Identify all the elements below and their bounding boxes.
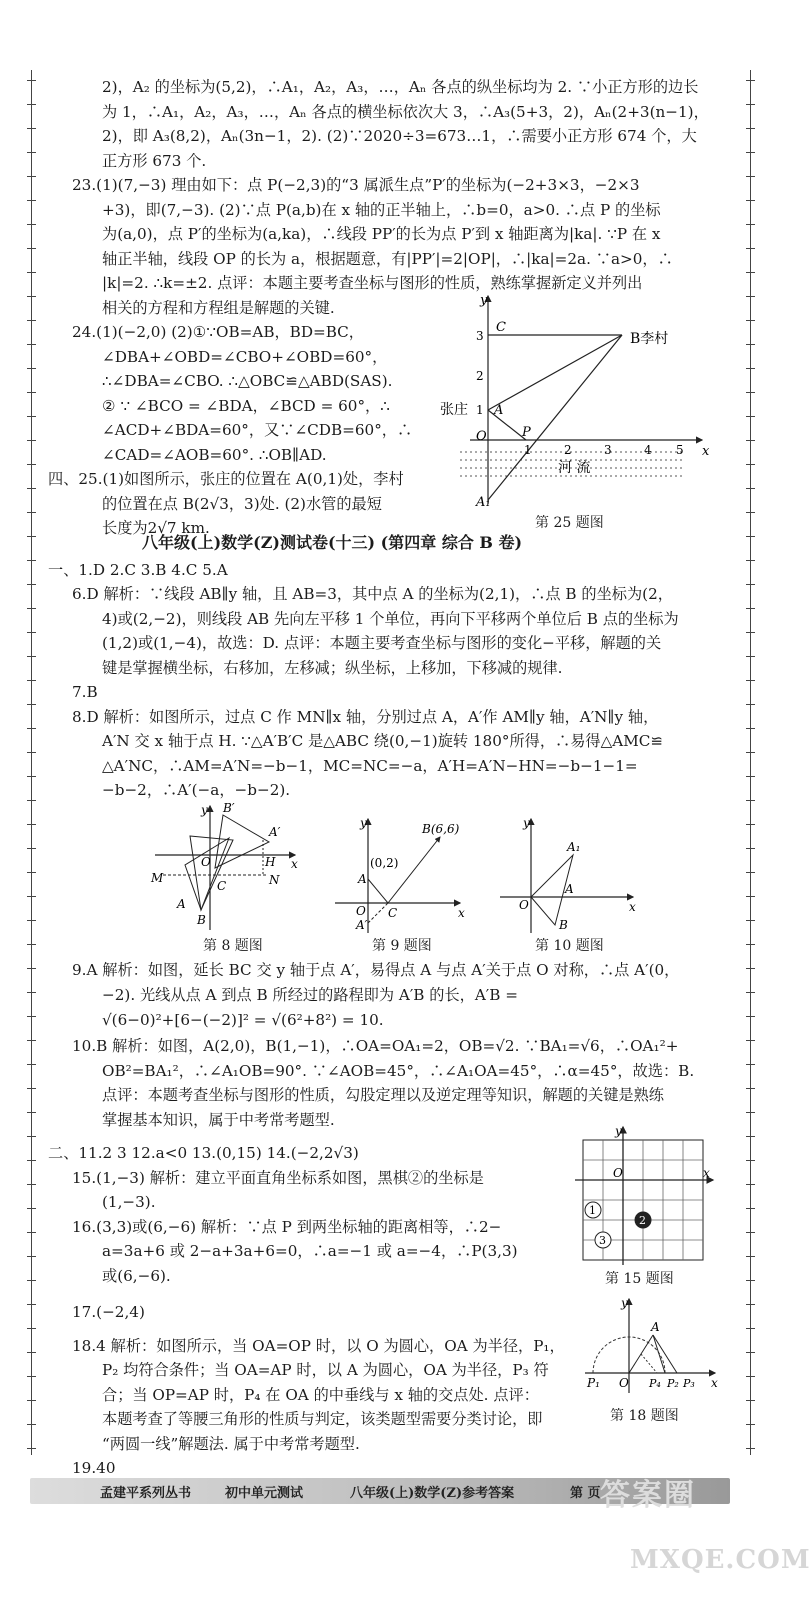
binding-tick [746,200,755,201]
binding-tick [746,1352,755,1353]
fig18-p1: P₁ [587,1376,600,1390]
binding-tick [27,800,36,801]
text-line: ② ∵ ∠BCO = ∠BDA，∠BCD = 60°，∴ [102,397,390,415]
binding-tick [746,152,755,153]
watermark-logo: 答案圈 [600,1478,696,1513]
binding-tick [27,824,36,825]
binding-tick [27,1040,36,1041]
text-line: 掌握基本知识，属于中考常考题型. [102,1111,335,1129]
binding-tick [746,344,755,345]
fig25-x: x [702,444,710,459]
text-line: ∠ACD+∠BDA=60°，又∵∠CDB=60°，∴ [102,421,413,439]
text-line: P₂ 均符合条件；当 OA=AP 时，以 A 为圆心，OA 为半径，P₃ 符 [102,1361,549,1379]
binding-tick [746,1088,755,1089]
binding-tick [746,1280,755,1281]
binding-tick [27,728,36,729]
fig8-n: N [269,873,280,887]
text-line: 19.40 [72,1459,116,1477]
fig10-o: O [519,898,529,912]
binding-tick [27,392,36,393]
text-line: 轴正半轴，线段 OP 的长为 a，根据题意，有|PP′|=2|OP|，∴|ka|=2a. ∵a>0，∴ [102,250,673,268]
text-line: 的位置在点 B(2√3，3)处. (2)水管的最短 [102,495,382,513]
text-line: 或(6,−6). [102,1267,171,1285]
fig18-o: O [619,1376,629,1390]
binding-tick [27,80,36,81]
fig10-x: x [629,900,636,914]
fig25-t3: 3 [604,443,612,457]
fig10-y: y [523,816,530,830]
fig25-y: y [480,293,488,308]
fig25-a: A [494,403,504,418]
text-line: 17.(−2,4) [72,1303,145,1321]
binding-tick [27,248,36,249]
binding-tick [746,224,755,225]
fig15-s2: 2 [639,1214,646,1227]
fig9-a2: A′ [356,918,368,932]
text-line: (1,2)或(1,−4)，故选：D. 点评：本题主要考查坐标与图形的变化−平移，解题的关 [102,634,662,652]
fig18-p2: P₂ [667,1377,679,1390]
fig15-x: x [703,1166,710,1180]
binding-tick [746,128,755,129]
binding-tick [746,704,755,705]
text-line: “两圆一线”解题法. 属于中考常考题型. [102,1435,360,1453]
binding-tick [746,944,755,945]
binding-tick [27,992,36,993]
binding-tick [27,320,36,321]
section-title: 八年级(上)数学(Z)测试卷(十三) (第四章 综合 B 卷) [142,533,523,552]
text-line: 23.(1)(7,−3) 理由如下：点 P(−2,3)的“3 属派生点”P′的坐标为(−2+3×3，−2×3 [72,176,640,194]
binding-tick [27,872,36,873]
binding-tick [27,1328,36,1329]
binding-tick [746,608,755,609]
binding-tick [27,1112,36,1113]
fig9-pt: (0,2) [370,856,399,870]
fig8-m: M [151,871,164,885]
binding-tick [746,464,755,465]
text-line: 9.A 解析：如图，延长 BC 交 y 轴于点 A′，易得点 A 与点 A′关于点 O 对称，∴点 A′(0， [72,961,680,979]
text-line: 10.B 解析：如图，A(2,0)，B(1,−1)，∴OA=OA₁=2，OB=√2. ∵BA₁=√6，∴OA₁²+ [72,1037,679,1055]
fig9-a: A [358,872,367,886]
fig18-p3: P₃ [683,1377,695,1390]
fig25-t5: 5 [676,443,684,457]
fig10-caption: 第 10 题图 [535,938,604,954]
fig25-caption: 第 25 题图 [535,515,604,531]
fig15-s1: 1 [589,1204,596,1217]
text-line: 二、11.2 3 12.a<0 13.(0,15) 14.(−2,2√3) [48,1144,359,1162]
binding-tick [27,1184,36,1185]
binding-tick [27,1208,36,1209]
fig8-y: y [201,803,208,817]
fig25-y2: 2 [476,369,484,383]
fig25-river: 河 流 [558,460,591,476]
text-line: +3)，即(7,−3). (2)∵点 P(a,b)在 x 轴的正半轴上，∴b=0，a>0. ∴点 P 的坐标 [102,201,661,219]
text-line: 16.(3,3)或(6,−6) 解析：∵点 P 到两坐标轴的距离相等，∴2− [72,1218,502,1236]
binding-tick [27,944,36,945]
binding-tick [746,1256,755,1257]
text-line: 为(a,0)，点 P′的坐标为(a,ka)，∴线段 PP′的长为点 P′到 x 轴距离为|ka|. ∵P 在 x [102,225,661,243]
figure-18 [585,1295,720,1395]
watermark-url: MXQE.COM [630,1545,811,1575]
fig25-y3: 3 [476,329,484,343]
binding-tick [27,536,36,537]
fig8-a: A [177,897,186,911]
text-line: 8.D 解析：如图所示，过点 C 作 MN∥x 轴，分别过点 A，A′作 AM∥y 轴，A′N∥y 轴， [72,708,659,726]
binding-tick [746,1448,755,1449]
fig25-b: B李村 [630,331,669,347]
binding-tick [27,1160,36,1161]
binding-tick [746,968,755,969]
right-binding-line [750,70,751,1455]
fig25-t2: 2 [564,443,572,457]
binding-tick [27,656,36,657]
binding-tick [27,1352,36,1353]
fig10-b: B [559,918,568,932]
binding-tick [27,608,36,609]
binding-tick [746,848,755,849]
binding-tick [746,488,755,489]
binding-tick [746,1208,755,1209]
text-line: 2)，A₂ 的坐标为(5,2)，∴A₁，A₂，A₃，…，Aₙ 各点的纵坐标均为 2. ∵小正方形的边长 [102,78,699,96]
binding-tick [746,296,755,297]
binding-tick [746,1160,755,1161]
figure-25 [440,290,710,510]
binding-tick [746,1232,755,1233]
left-binding-line [31,70,32,1455]
fig9-x: x [458,906,465,920]
text-line: 2)，即 A₃(8,2)，Aₙ(3n−1，2). (2)∵2020÷3=673…1，∴需要小正方形 674 个，大 [102,127,697,145]
binding-tick [27,560,36,561]
fig18-y: y [621,1296,628,1310]
binding-tick [746,1184,755,1185]
text-line: 四、25.(1)如图所示，张庄的位置在 A(0,1)处，李村 [48,470,404,488]
fig25-o: O [476,429,487,444]
binding-tick [746,104,755,105]
binding-tick [27,104,36,105]
fig9-c: C [388,906,398,920]
fig18-x: x [711,1376,718,1390]
fig25-a1: A₁ [476,495,491,510]
binding-tick [27,1304,36,1305]
binding-tick [746,440,755,441]
binding-tick [27,176,36,177]
fig9-caption: 第 9 题图 [372,938,432,954]
binding-tick [27,344,36,345]
binding-tick [27,896,36,897]
fig8-o: O [201,855,211,869]
binding-tick [27,224,36,225]
text-line: 一、1.D 2.C 3.B 4.C 5.A [48,561,228,579]
text-line: |k|=2. ∴k=±2. 点评：本题主要考查坐标与图形的性质，熟练掌握新定义并列出 [102,274,643,292]
binding-tick [27,200,36,201]
fig10-a: A [565,882,574,896]
figure-9 [330,815,480,935]
binding-tick [746,1040,755,1041]
fig15-o: O [613,1166,623,1180]
figure-15 [575,1125,715,1265]
binding-tick [27,1232,36,1233]
binding-tick [27,1088,36,1089]
binding-tick [27,704,36,705]
figure-8 [145,800,305,935]
text-line: 键是掌握横坐标，右移加，左移减；纵坐标，上移加，下移减的规律. [102,659,563,677]
text-line: √(6−0)²+[6−(−2)]² = √(6²+8²) = 10. [102,1011,384,1029]
binding-tick [746,896,755,897]
fig25-y1: 1 [476,403,484,417]
binding-tick [746,176,755,177]
binding-tick [746,536,755,537]
binding-tick [27,1016,36,1017]
text-line: ∠CAD=∠AOB=60°. ∴OB∥AD. [102,446,327,464]
binding-tick [746,1424,755,1425]
binding-tick [746,728,755,729]
text-line: 为 1，∴A₁，A₂，A₃，…，Aₙ 各点的横坐标依次大 3，∴A₃(5+3，2)，Aₙ(2+3(n−1)， [102,103,709,121]
fig8-h: H [265,855,276,869]
text-line: 相关的方程和方程组是解题的关键. [102,299,335,317]
binding-tick [27,1400,36,1401]
binding-tick [746,1016,755,1017]
text-line: ∴∠DBA=∠CBO. ∴△OBC≌△ABD(SAS). [102,372,393,390]
text-line: a=3a+6 或 2−a+3a+6=0，∴a=−1 或 a=−4，∴P(3,3) [102,1242,518,1260]
fig8-a2: A′ [269,825,281,839]
binding-tick [27,1280,36,1281]
fig8-c: C [217,879,227,893]
binding-tick [27,296,36,297]
text-line: (1,−3). [102,1193,156,1211]
binding-tick [746,1400,755,1401]
binding-tick [27,968,36,969]
fig18-p4: P₄ [649,1377,661,1390]
fig18-a: A [651,1320,660,1334]
text-line: 24.(1)(−2,0) (2)①∵OB=AB，BD=BC， [72,323,364,341]
binding-tick [746,368,755,369]
binding-tick [27,1448,36,1449]
fig25-p: P [522,425,531,440]
binding-tick [27,416,36,417]
text-line: 7.B [72,683,98,701]
fig18-caption: 第 18 题图 [610,1408,679,1424]
binding-tick [27,584,36,585]
fig15-s3: 3 [599,1234,606,1247]
binding-tick [27,848,36,849]
fig8-x: x [291,857,298,871]
binding-tick [746,632,755,633]
fig8-b2: B′ [223,801,235,815]
text-line: 6.D 解析：∵线段 AB∥y 轴，且 AB=3，其中点 A 的坐标为(2,1)，∴点 B 的坐标为(2， [72,585,673,603]
binding-tick [746,416,755,417]
figure-10 [495,815,645,935]
binding-tick [746,824,755,825]
fig15-caption: 第 15 题图 [605,1271,674,1287]
binding-tick [27,1424,36,1425]
binding-tick [746,1376,755,1377]
text-line: A′N 交 x 轴于点 H. ∵△A′B′C 是△ABC 绕(0,−1)旋转 180°所得，∴易得△AMC≌ [102,732,664,750]
binding-tick [27,512,36,513]
binding-tick [27,464,36,465]
text-line: 合；当 OP=AP 时，P₄ 在 OA 的中垂线与 x 轴的交点处. 点评： [102,1386,539,1404]
text-line: ∠DBA+∠OBD=∠CBO+∠OBD=60°， [102,348,388,366]
fig25-t1: 1 [524,443,532,457]
binding-tick [27,1376,36,1377]
binding-tick [746,272,755,273]
binding-tick [27,368,36,369]
binding-tick [746,920,755,921]
binding-tick [27,440,36,441]
binding-tick [27,680,36,681]
footer-page: 第 页 [570,1486,601,1501]
footer-book: 初中单元测试 [225,1486,304,1501]
fig8-b: B [197,913,206,927]
fig25-c: C [496,320,506,335]
text-line: 长度为2√7 km. [102,519,210,537]
fig25-village: 张庄 [440,402,468,418]
binding-tick [27,1064,36,1065]
footer-subject: 八年级(上)数学(Z)参考答案 [350,1486,515,1501]
text-line: 4)或(2,−2)，则线段 AB 先向左平移 1 个单位，再向下平移两个单位后 B 点的坐标为 [102,610,679,628]
text-line: 正方形 673 个. [102,152,207,170]
binding-tick [746,1112,755,1113]
binding-tick [746,1304,755,1305]
binding-tick [27,920,36,921]
binding-tick [746,584,755,585]
binding-tick [746,656,755,657]
text-line: 18.4 解析：如图所示，当 OA=OP 时，以 O 为圆心，OA 为半径，P₁， [72,1337,565,1355]
binding-tick [746,1136,755,1137]
binding-tick [746,776,755,777]
binding-tick [746,560,755,561]
binding-tick [746,392,755,393]
binding-tick [27,152,36,153]
binding-tick [27,1136,36,1137]
fig9-y: y [360,816,367,830]
binding-tick [746,512,755,513]
binding-tick [27,488,36,489]
fig10-a1: A₁ [567,840,581,854]
binding-tick [746,872,755,873]
binding-tick [746,80,755,81]
binding-tick [27,752,36,753]
fig25-t4: 4 [644,443,652,457]
fig8-caption: 第 8 题图 [203,938,263,954]
binding-tick [746,752,755,753]
binding-tick [746,1328,755,1329]
binding-tick [746,992,755,993]
binding-tick [27,776,36,777]
text-line: −2). 光线从点 A 到点 B 所经过的路程即为 A′B 的长，A′B = [102,986,518,1004]
text-line: △A′NC，∴AM=A′N=−b−1，MC=NC=−a，A′H=A′N−HN=−b−1−1= [102,757,638,775]
fig9-b: B(6,6) [422,822,460,836]
text-line: OB²=BA₁²，∴∠A₁OB=90°. ∵∠AOB=45°，∴∠A₁OA=45°，∴α=45°，故选：B. [102,1062,695,1080]
fig15-y: y [615,1124,622,1138]
binding-tick [746,1064,755,1065]
binding-tick [27,128,36,129]
binding-tick [746,800,755,801]
text-line: −b−2，∴A′(−a，−b−2). [102,781,291,799]
text-line: 点评：本题考查坐标与图形的性质，勾股定理以及逆定理等知识，解题的关键是熟练 [102,1086,664,1104]
text-line: 15.(1,−3) 解析：建立平面直角坐标系如图，黑棋②的坐标是 [72,1169,484,1187]
binding-tick [27,632,36,633]
binding-tick [27,1256,36,1257]
binding-tick [27,272,36,273]
text-line: 本题考查了等腰三角形的性质与判定，该类题型需要分类讨论，即 [102,1410,543,1428]
binding-tick [746,248,755,249]
binding-tick [746,320,755,321]
fig9-o: O [356,904,366,918]
footer-series: 孟建平系列丛书 [100,1486,192,1501]
binding-tick [746,680,755,681]
